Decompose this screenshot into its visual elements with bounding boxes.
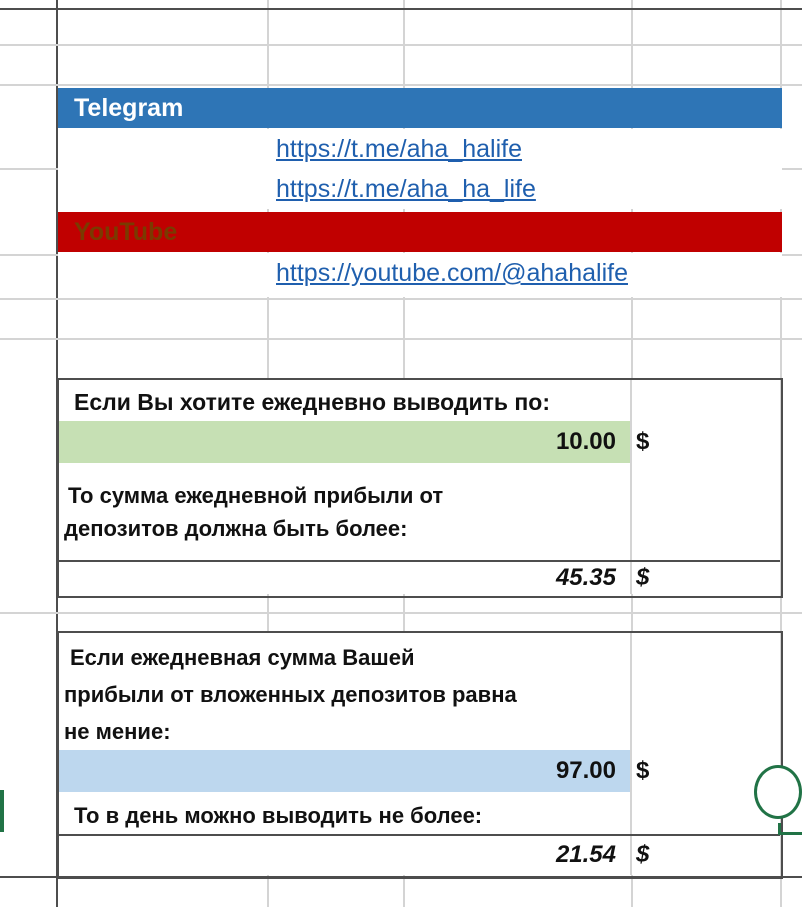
youtube-label: YouTube bbox=[74, 218, 178, 246]
calc1-result-currency: $ bbox=[636, 564, 650, 591]
calc2-col-divider bbox=[630, 633, 632, 875]
calc1-input-currency: $ bbox=[636, 428, 650, 455]
calc2-question-3: не мение: bbox=[64, 719, 171, 744]
calc2-result-currency: $ bbox=[636, 841, 650, 868]
grid-row-line bbox=[0, 44, 802, 46]
calc1-question: Если Вы хотите ежедневно выводить по: bbox=[74, 389, 550, 415]
calc2-question-2: прибыли от вложенных депозитов равна bbox=[64, 682, 517, 707]
telegram-link-2[interactable]: https://t.me/aha_ha_life bbox=[276, 175, 536, 203]
telegram-label: Telegram bbox=[74, 94, 184, 122]
grid-row-line bbox=[0, 612, 802, 614]
telegram-header bbox=[58, 88, 782, 128]
grid-row-line bbox=[0, 8, 802, 10]
fill-handle-icon[interactable] bbox=[754, 765, 802, 819]
calc1-input-value[interactable]: 10.00 bbox=[555, 428, 616, 455]
calc2-input-value[interactable]: 97.00 bbox=[555, 757, 616, 784]
youtube-header bbox=[58, 212, 782, 252]
calc2-separator bbox=[58, 834, 780, 836]
calc1-separator bbox=[58, 560, 780, 562]
calc1-result-text-2: депозитов должна быть более: bbox=[64, 516, 408, 541]
telegram-link-1[interactable]: https://t.me/aha_halife bbox=[276, 135, 522, 163]
grid-row-line bbox=[0, 84, 802, 86]
calc2-input-currency: $ bbox=[636, 757, 650, 784]
calc2-result-text: То в день можно выводить не более: bbox=[74, 803, 483, 828]
youtube-link[interactable]: https://youtube.com/@ahahalife bbox=[276, 259, 628, 287]
calc2-result-value: 21.54 bbox=[555, 841, 616, 868]
calc1-result-text-1: То сумма ежедневной прибыли от bbox=[68, 483, 444, 508]
calc2-question-1: Если ежедневная сумма Вашей bbox=[70, 645, 415, 670]
selection-corner-icon bbox=[778, 823, 802, 835]
row-selection-indicator bbox=[0, 790, 4, 832]
grid-row-line bbox=[0, 298, 802, 300]
calc1-result-value: 45.35 bbox=[555, 564, 616, 591]
grid-row-line bbox=[0, 338, 802, 340]
